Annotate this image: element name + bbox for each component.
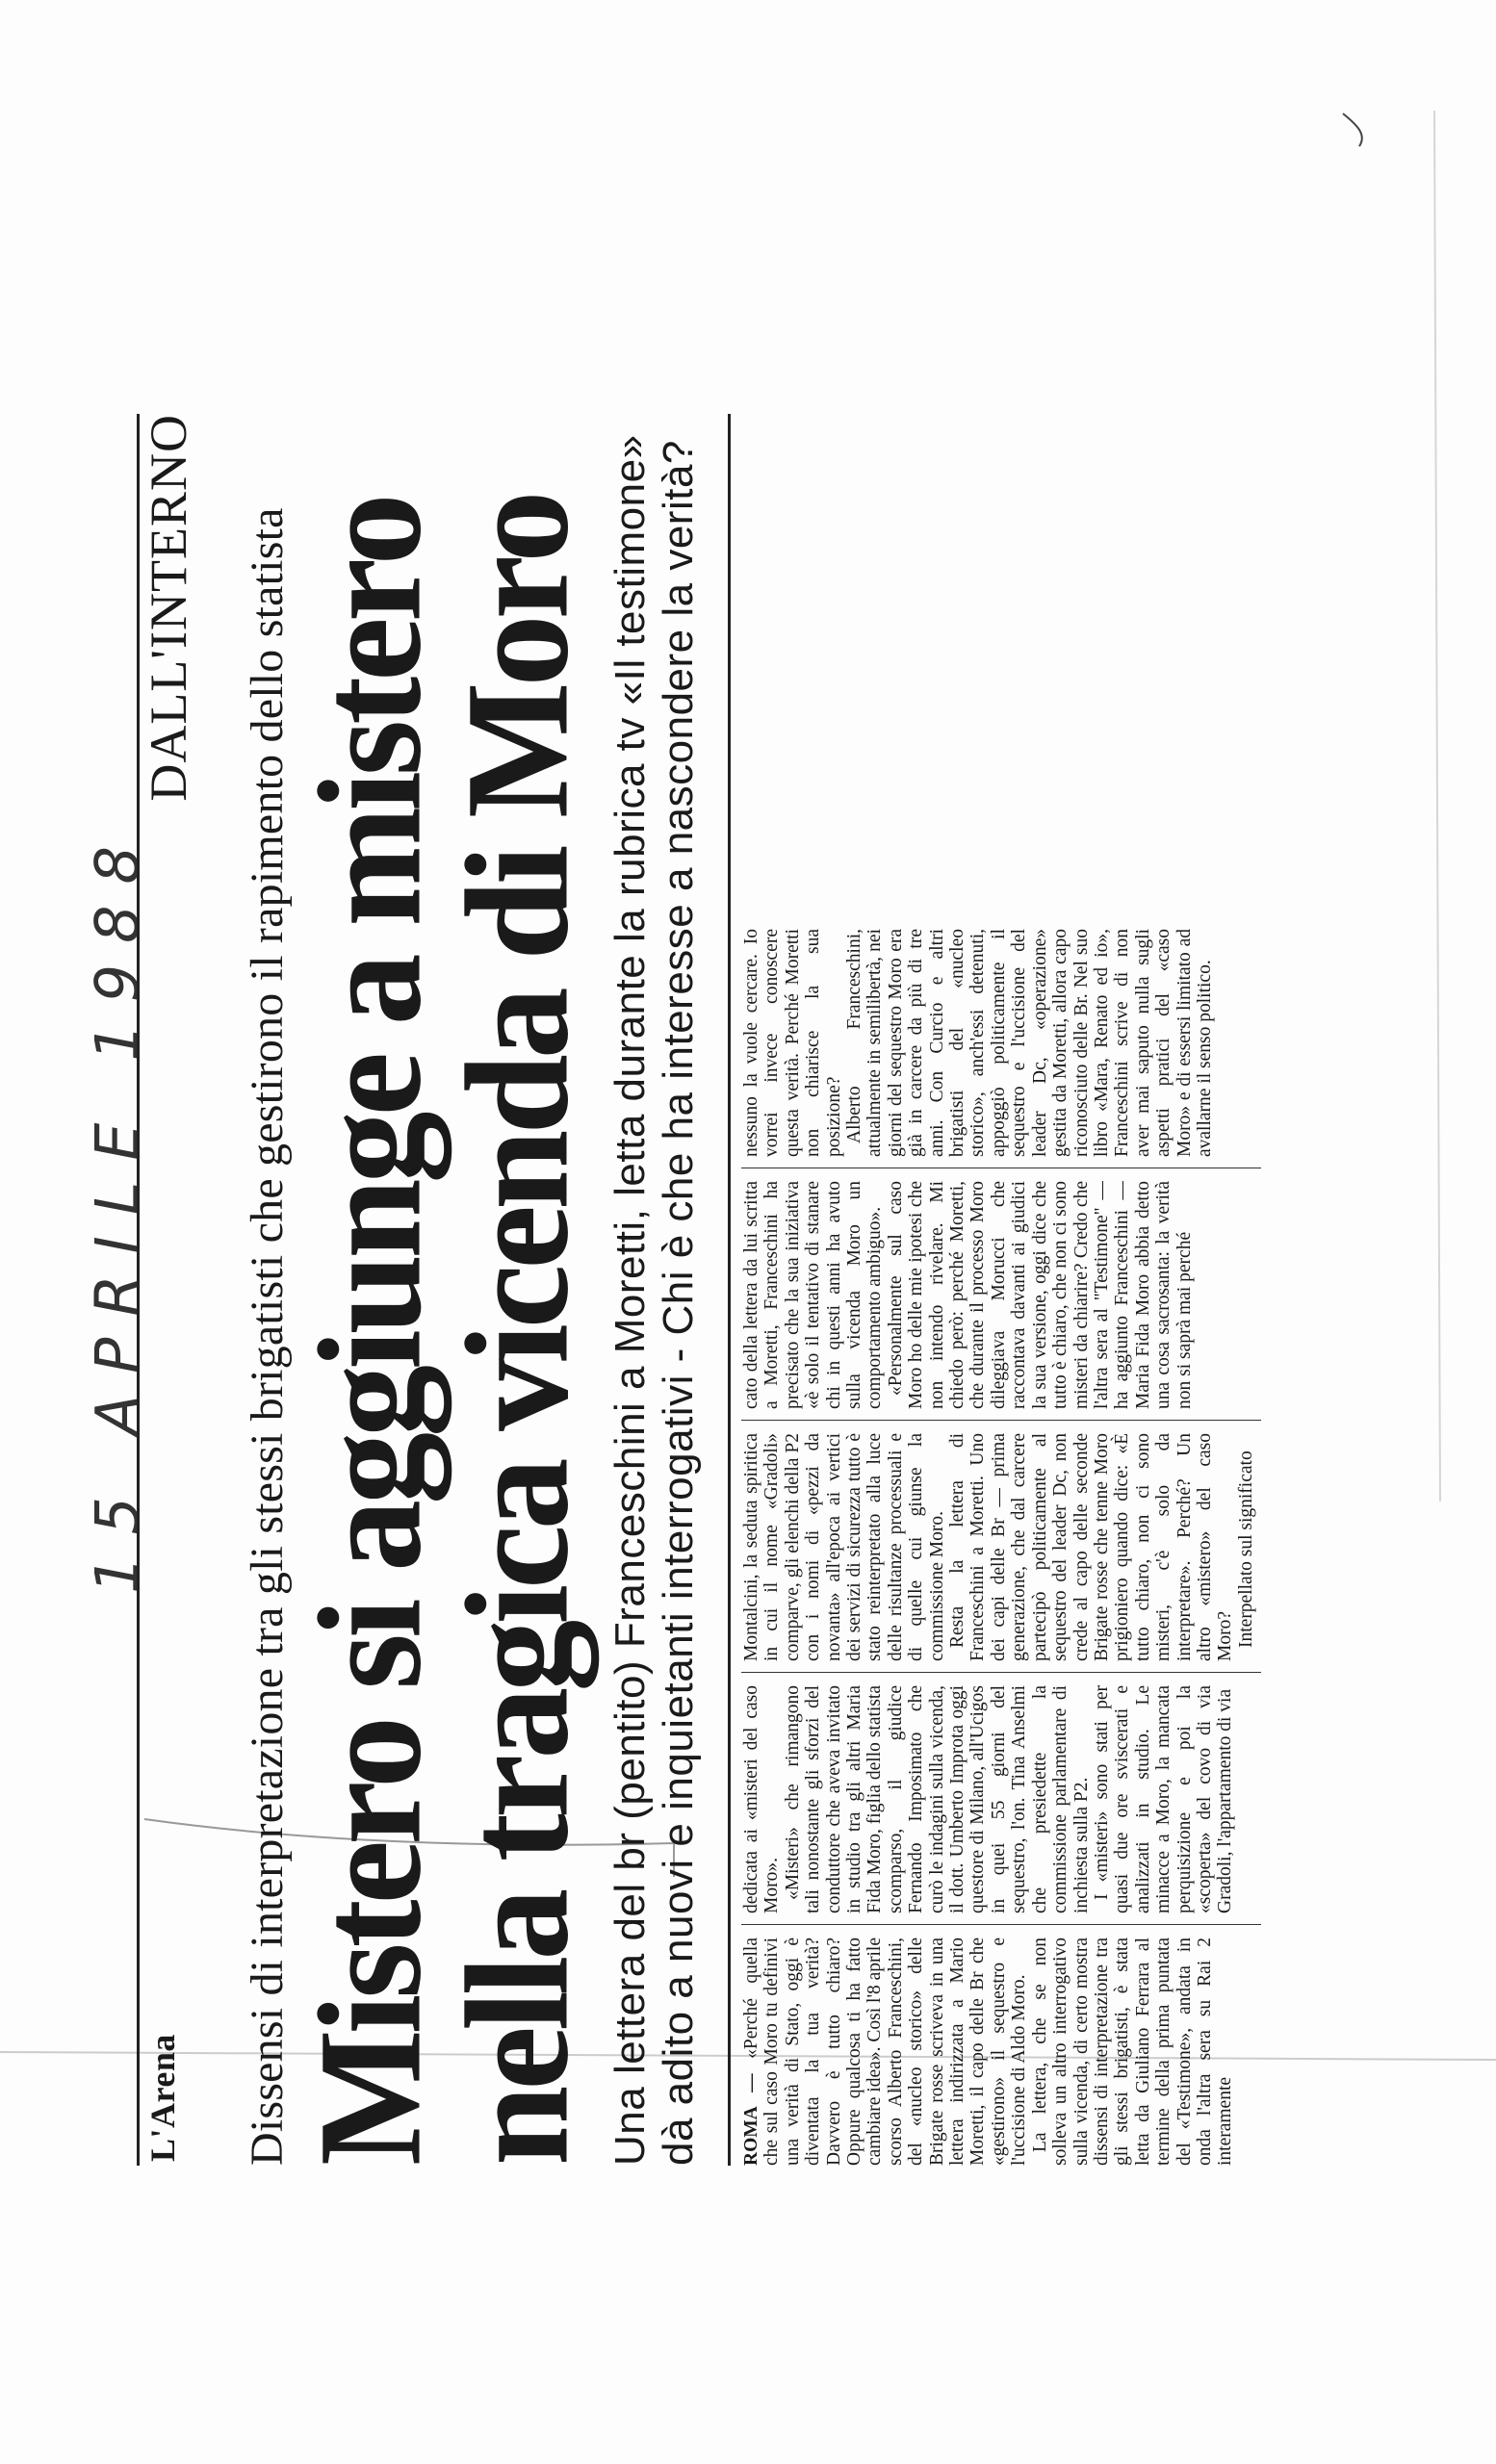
column-rule: [741, 1672, 1261, 1673]
article-paragraph: Resta la lettera di Franceschini a Moretti. Uno dei capi delle Br — prima generazione, che dal carcere partecipò politicamente al sequestro del leader Dc, non crede al capo delle seconde Brigate rosse che tenne Moro prigioniero quando dice: «È tutto chiaro, non ci sono misteri, c'è solo da interpretare». Perché? Un altro «mistero» del caso Moro?: [947, 1433, 1236, 1661]
body-top-rule: [728, 414, 731, 2166]
article-paragraph: dedicata ai «misteri del caso Moro».: [741, 1685, 783, 1913]
scan-edge-line: [1434, 111, 1440, 1502]
subheadline-line-1: Una lettera del br (pentito) Franceschini a Moretti, letta durante la rubrica tv «Il testimone»: [606, 434, 654, 2166]
article-body: [741, 414, 1319, 2166]
subheadline: [606, 414, 703, 2166]
section-title: DALL'INTERNO: [140, 414, 197, 802]
article-column: [741, 1938, 1261, 2166]
article-column: [741, 1181, 1261, 1409]
dateline: ROMA —: [741, 2073, 761, 2166]
article-column: [741, 929, 1261, 1157]
subheadline-line-2: dà adito a nuovi e inquietanti interrogativi - Chi è che ha interesse a nascondere la verità?: [655, 440, 702, 2166]
headline-line-1: Mistero si aggiunge a mistero: [288, 498, 452, 2166]
newspaper-article: [125, 414, 1319, 2166]
article-paragraph: «Personalmente sul caso Moro ho delle mie ipotesi che non intendo rivelare. Mi chiedo però: perché Moretti, che durante il processo Moro dileggiava Morucci che raccontava davanti ai giudici la sua versione, oggi dice che tutto è chiaro, che non ci sono misteri da chiarire? Credo che l'altra sera al "Testimone" — ha aggiunto Franceschini — Maria Fida Moro abbia detto una cosa sacrosanta: la verità non si saprà mai perché: [885, 1181, 1195, 1409]
article-paragraph: La lettera, che se non solleva un altro interrogativo sulla vicenda, di certo mostra dissensi di interpretazione tra gli stessi brigatisti, è stata letta da Giuliano Ferrara al termine della prima puntata del «Testimone», andata in onda l'altra sera su Rai 2 interamente: [1029, 1938, 1236, 2166]
clipping-corner: [1343, 114, 1362, 146]
column-rule: [741, 1420, 1261, 1421]
newspaper-name: L'Arena: [143, 2034, 182, 2162]
article-paragraph: cato della lettera da lui scritta a Moretti, Franceschini ha precisato che la sua iniziativa «è solo il tentativo di stanare chi in questi anni ha avuto sulla vicenda Moro un comportamento ambiguo».: [741, 1181, 886, 1409]
column-rule: [741, 1924, 1261, 1925]
article-paragraph: Montalcini, la seduta spiritica in cui il nome «Gradoli» comparve, gli elenchi della P2 con i nomi di «pezzi da novanta» all'epoca ai vertici dei servizi di sicurezza tutto è stato reinterpretato alla luce delle risultanze processuali e di quelle cui giunse la commissione Moro.: [741, 1433, 947, 1661]
article-column: [741, 1685, 1261, 1913]
handwritten-date-text: 15 APRILE 1988: [82, 825, 153, 1594]
article-paragraph: ROMA — «Perché quella che sul caso Moro tu definivi una verità di Stato, oggi è diventata la tua verità? Davvero è tutto chiaro? Oppure qualcosa ti ha fatto cambiare idea». Così l'8 aprile scorso Alberto Franceschini, del «nucleo storico» delle Brigate rosse scriveva in una lettera indirizzata a Mario Moretti, il capo delle Br che «gestirono» il sequestro e l'uccisione di Aldo Moro.: [741, 1938, 1030, 2166]
article-paragraph: Interpellato sul significato: [1235, 1450, 1256, 1648]
article-paragraph: «Misteri» che rimangono tali nonostante gli sforzi del conduttore che aveva invitato in studio tra gli altri Maria Fida Moro, figlia dello statista scomparso, il giudice Fernando Imposimato che curò le indagini sulla vicenda, il dott. Umberto Improta oggi questore di Milano, all'Ucigos in quei 55 giorni del sequestro, l'on. Tina Anselmi che presiedette la commissione parlamentare di inchiesta sulla P2.: [782, 1685, 1092, 1913]
article-paragraph: I «misteri» sono stati per quasi due ore sviscerati e analizzati in studio. Le minacce a Moro, la mancata perquisizione e poi la «scoperta» del covo di via Gradoli, l'appartamento di via: [1091, 1685, 1236, 1913]
article-column: [741, 1433, 1261, 1661]
article-paragraph: nessuno la vuole cercare. Io vorrei invece conoscere questa verità. Perché Moretti non chiarisce la sua posizione?: [741, 929, 844, 1157]
headline: [288, 414, 600, 2166]
kicker: Dissensi di interpretazione tra gli stessi brigatisti che gestirono il rapimento dello statista: [242, 507, 293, 2166]
article-paragraph: Alberto Franceschini, attualmente in semilibertà, nei giorni del sequestro Moro era già in carcere da più di tre anni. Con Curcio e altri brigatisti del «nucleo storico», anch'essi detenuti, appoggiò politicamente il sequestro e l'uccisione del leader Dc, «operazione» gestita da Moretti, allora capo riconosciuto delle Br. Nel suo libro «Mara, Renato ed io», Franceschini scrive di non aver mai saputo nulla sugli aspetti pratici del «caso Moro» e di essersi limitato ad avallarne il senso politico.: [844, 929, 1215, 1157]
headline-line-2: nella tragica vicenda di Moro: [435, 495, 600, 2166]
